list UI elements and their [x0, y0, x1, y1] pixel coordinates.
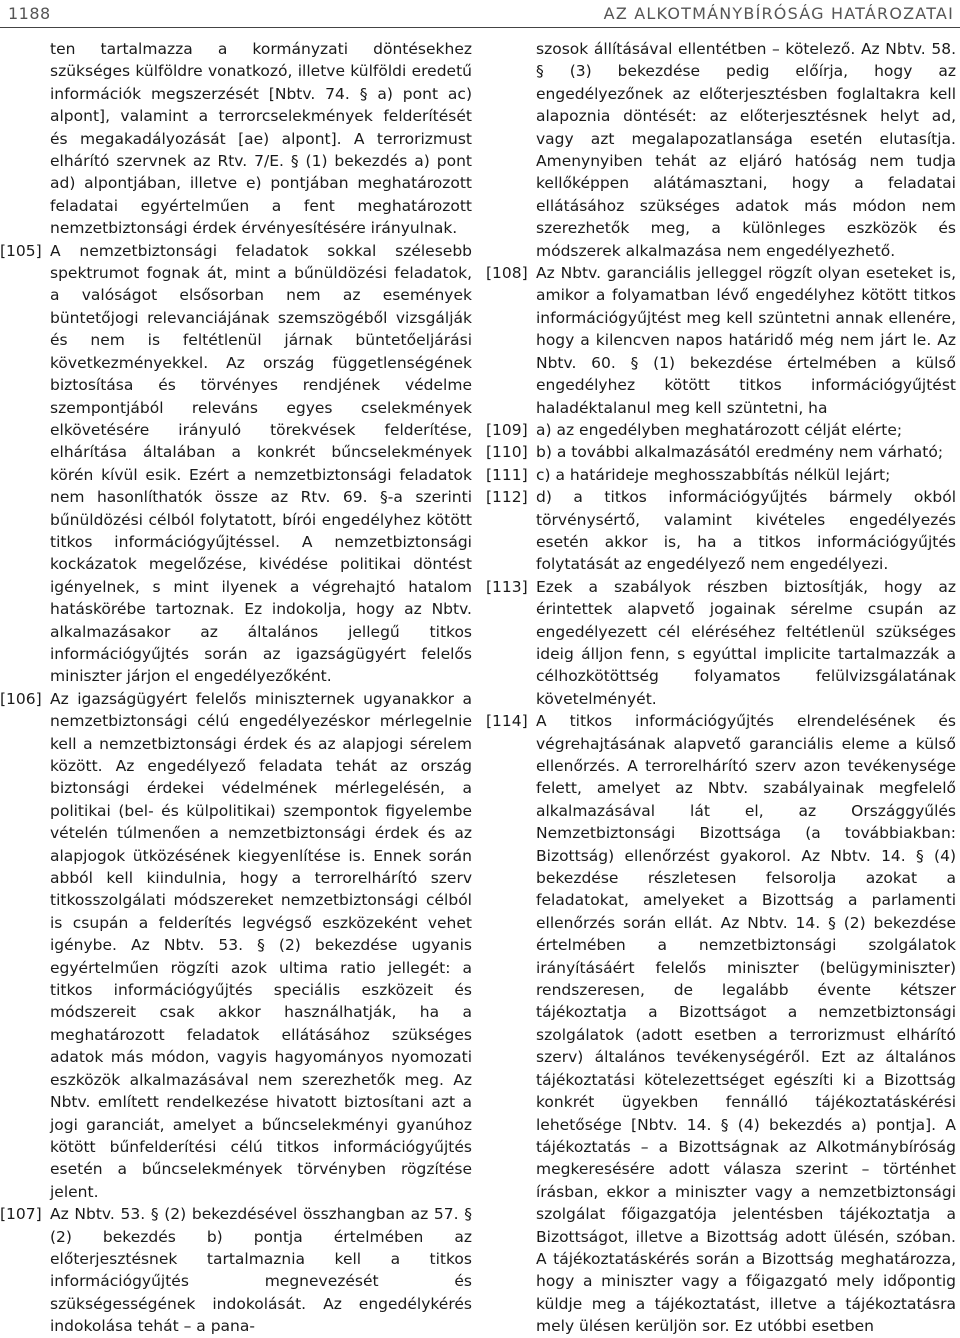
paragraph-112 [486, 486, 956, 576]
paragraph-text: ten tartalmazza a kormányzati döntésekhez szükséges külföldre vonatkozó, illetve külföldi eredetű információk megszerzését [Nbtv. 74. § a) pont ac) alpont], valamint a terrorcselekmények felderítését és megakadályozását [ae) alpont]. A terrorizmust elhárító szervnek az Rtv. 7/E. § (1) bekezdés a) pont ad) alpontjában, illetve e) pontjában meghatározott feladatai egyértelműen a fent meghatározott nemzetbiztonsági érdek érvényesítésére irányulnak. [50, 40, 472, 238]
paragraph-114 [486, 710, 956, 1337]
page-header [0, 0, 960, 30]
continuation-paragraph [486, 38, 956, 262]
running-title: AZ ALKOTMÁNYBÍRÓSÁG HATÁROZATAI [603, 4, 954, 23]
left-column [0, 38, 472, 1338]
paragraph-number: [107] [0, 1205, 42, 1224]
paragraph-text: szosok állításával ellentétben – kötelező. Az Nbtv. 58. § (3) bekezdése pedig előírja, hogy az engedélyezőnek az előterjesztésben foglaltakra kell alapoznia döntését: az előterjesztésnek helyt ad, vagy azt megalapozatlansága esetén elutasítja. Amenynyiben tehát az eljáró hatóság nem tudja kellőképpen alátámasztani, hogy a feladatai ellátásához szükséges adatok más módon nem szerezhetők meg, a különleges eszközök és módszerek alkalmazása nem engedélyezhető. [536, 40, 956, 260]
paragraph-number: [113] [486, 577, 528, 596]
paragraph-text: Az igazságügyért felelős miniszternek ugyanakkor a nemzetbiztonsági célú engedélyezéskor mérlegelnie kell a nemzetbiztonsági érdek és az alapjogi sérelem között. Az engedélyező feladata tehát az ország biztonsági érdekei védelmének mérlegelésén, a politikai (bel- és külpolitikai) szempontok figyelembe vételén túlmenően a nemzetbiztonsági érdek és az alapjogok ütközésének kiegyenlítése is. Ennek során abból kell kiindulnia, hogy a terrorelhárító szerv titkosszolgálati módszereket nemzetbiztonsági célból is csupán a felderítés legvégső eszközeként vehet igénybe. Az Nbtv. 53. § (2) bekezdése ugyanis egyértelműen rögzíti azok ultima ratio jellegét: a titkos információgyűjtés speciális eszközeit és módszereit csak akkor használhatják, ha a meghatározott feladatok ellátásához szükséges adatok más módon, vagyis hagyományos nyomozati eszközök alkalmazásával nem szerezhetők meg. Az Nbtv. említett rendelkezése hivatott biztosítani azt a jogi garanciát, amelyet a bűncselekményi gyanúhoz kötött bűnfelderítési célú titkos információgyűjtés esetén a bűncselekmények törvényben rögzítése jelent. [50, 689, 472, 1201]
paragraph-number: [108] [486, 264, 528, 283]
paragraph-105 [0, 240, 472, 688]
paragraph-number: [112] [486, 488, 528, 507]
page-number: 1188 [8, 4, 51, 23]
paragraph-text: d) a titkos információgyűjtés bármely okból törvénysértő, valamint kivételes engedélyezés esetén akkor is, ha a titkos információgyűjtés folytatását az engedélyező nem engedélyezi. [536, 488, 956, 574]
paragraph-number: [111] [486, 465, 528, 484]
paragraph-text: Az Nbtv. 53. § (2) bekezdésével összhangban az 57. § (2) bekezdés b) pontja értelmében az előterjesztésnek tartalmaznia kell a titkos információgyűjtés megnevezését és szükségességének indokolását. Az engedélykérés indokolása tehát – a pana- [50, 1205, 472, 1336]
paragraph-number: [114] [486, 712, 528, 731]
paragraph-107 [0, 1203, 472, 1337]
paragraph-text: Az Nbtv. garanciális jelleggel rögzít olyan eseteket is, amikor a folyamatban lévő engedélyhez kötött titkos információgyűjtést meg kell szüntetni annak ellenére, hogy a kilencven napos határidő még nem járt le. Az Nbtv. 60. § (1) bekezdése értelmében a külső engedélyhez kötött titkos információgyűjtést haladéktalanul meg kell szüntetni, ha [536, 264, 956, 417]
paragraph-number: [110] [486, 443, 528, 462]
paragraph-text: A nemzetbiztonsági feladatok sokkal szélesebb spektrumot fognak át, mint a bűnüldözési feladatok, a valóságot elsősorban nem az események büntetőjogi relevanciájának szemszögéből vizsgálják és nem is feltétlenül járnak büntetőeljárási következményekkel. Az ország függetlenségének biztosítása és törvényes rendjének védelme szempontjából releváns egyes cselekmények elkövetésére irányuló törekvések felderítése, elhárítása általában a konkrét bűncselekmények körén kívül esik. Ezért a nemzetbiztonsági feladatok nem hasonlíthatók össze az Rtv. 69. §-a szerinti bűnüldözési célból folytatott, bírói engedélyhez kötött titkos információgyűjtéssel. A nemzetbiztonsági kockázatok megelőzése, kivédése politikai döntést igényelnek, s mint ilyenek a végrehajtó hatalom hatáskörébe tartoznak. Ez indokolja, hogy az Nbtv. alkalmazásakor az általános jellegű titkos információgyűjtés során az igazságügyért felelős miniszter járjon el engedélyezőként. [50, 241, 472, 686]
continuation-paragraph [0, 38, 472, 240]
paragraph-113 [486, 576, 956, 710]
paragraph-text: A titkos információgyűjtés elrendelésének és végrehajtásának alapvető garanciális eleme a külső ellenőrzés. A terrorelhárító szerv azon tevékenysége felett, amelyet az Nbtv. szabályainak megfelelő alkalmazásával lát el, az Országgyűlés Nemzetbiztonsági Bizottsága (a továbbiakban: Bizottság) ellenőrzést gyakorol. Az Nbtv. 14. § (4) bekezdése részletesen felsorolja azokat a feladatokat, amelyeket a Bizottság a parlamenti ellenőrzés során ellát. Az Nbtv. 14. § (2) bekezdése értelmében a nemzetbiztonsági szolgálatok irányításáért felelős miniszter (belügyminiszter) rendszeresen, de legalább évente kétszer tájékoztatja a Bizottságot a nemzetbiztonsági szolgálatok (adott esetben a terrorizmust elhárító szerv) általános tevékenységéről. Ezt az általános tájékoztatási kötelezettséget egészíti ki a Bizottság konkrét ügyekben fennálló tájékoztatáskérési lehetősége [Nbtv. 14. § (4) bekezdés a) pontja]. A tájékoztatás – a Bizottságnak az Alkotmánybíróság megkeresésére adott válasza szerint – történhet írásban, ekkor a miniszter vagy a nemzetbiztonsági szolgálat főigazgatója jelentésben tájékoztatja a Bizottságot, illetve a Bizottság adott ülésén, szóban. A tájékoztatáskérés során a Bizottság meghatározza, hogy a miniszter vagy a főigazgató mely időpontig küldje meg a tájékoztatást, illetve a tájékoztatásra mely ülésen kerüljön sor. Ez utóbbi esetben [536, 712, 956, 1336]
paragraph-111 [486, 464, 956, 486]
paragraph-106 [0, 688, 472, 1203]
paragraph-text: b) a további alkalmazásától eredmény nem várható; [536, 443, 944, 462]
paragraph-text: c) a határideje meghosszabbítás nélkül lejárt; [536, 465, 891, 484]
paragraph-108 [486, 262, 956, 419]
paragraph-number: [109] [486, 420, 528, 439]
paragraph-number: [106] [0, 689, 42, 708]
paragraph-text: Ezek a szabályok részben biztosítják, hogy az érintettek alapvető jogainak sérelme csupán az engedélyezett cél eléréséhez feltétlenül szükséges ideig álljon fenn, s egyúttal implicite tartalmazzák a célhozkötöttség folyamatos felülvizsgálatának követelményét. [536, 577, 956, 708]
right-column [486, 38, 956, 1338]
paragraph-number: [105] [0, 241, 42, 260]
paragraph-109 [486, 419, 956, 441]
paragraph-text: a) az engedélyben meghatározott célját elérte; [536, 420, 903, 439]
paragraph-110 [486, 441, 956, 463]
header-rule [0, 27, 960, 28]
